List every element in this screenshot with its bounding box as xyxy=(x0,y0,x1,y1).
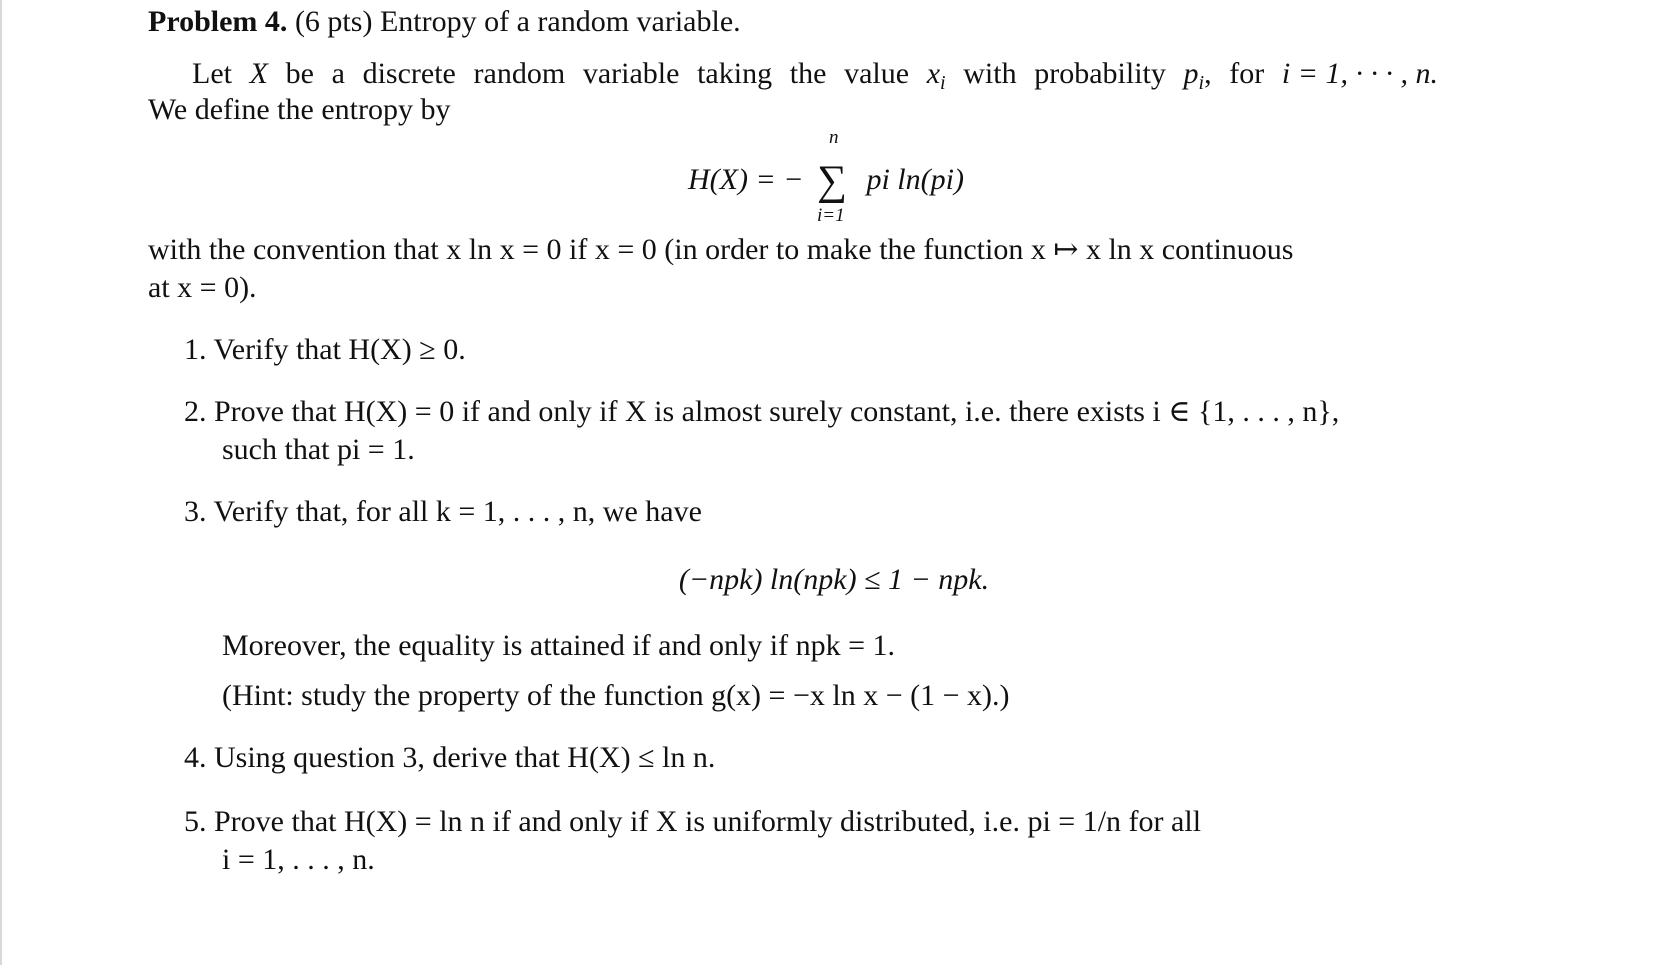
question-number: 1. xyxy=(184,333,207,366)
question-text: Verify that, for all k = 1, . . . , n, we have xyxy=(213,495,702,528)
question-3-hint: (Hint: study the property of the function g(x) = −x ln x − (1 − x).) xyxy=(222,679,1010,712)
entropy-rhs: pi ln(pi) xyxy=(866,163,964,196)
question-3 xyxy=(184,492,702,531)
convention-line-2: at x = 0). xyxy=(148,271,257,304)
intro-word: with xyxy=(963,57,1017,90)
question-text: Using question 3, derive that H(X) ≤ ln n. xyxy=(214,741,716,774)
problem-title: Entropy of a random variable. xyxy=(379,5,741,38)
intro-word: Let xyxy=(192,57,232,90)
question-text-line-1: Prove that H(X) = ln n if and only if X is uniformly distributed, i.e. pi = 1/n for all xyxy=(214,805,1202,838)
question-3-moreover: Moreover, the equality is attained if and only if npk = 1. xyxy=(222,629,896,662)
problem-heading xyxy=(148,2,741,41)
intro-var-x: X xyxy=(249,57,268,90)
intro-word: variable xyxy=(582,57,680,90)
inequality-display: (−npk) ln(npk) ≤ 1 − npk. xyxy=(678,563,990,596)
question-5-line-2: i = 1, . . . , n. xyxy=(222,843,375,876)
question-4 xyxy=(184,738,715,777)
summation xyxy=(811,126,859,226)
entropy-definition xyxy=(0,126,1668,236)
problem-points: (6 pts) xyxy=(294,5,373,38)
intro-word: probability xyxy=(1034,57,1166,90)
question-5 xyxy=(184,802,1201,841)
question-text: Verify that H(X) ≥ 0. xyxy=(213,333,466,366)
intro-word: discrete xyxy=(362,57,456,90)
intro-word: the xyxy=(789,57,827,90)
question-1 xyxy=(184,330,466,369)
intro-index-range: i = 1, · · · , n. xyxy=(1281,57,1438,90)
problem-label: Problem 4. xyxy=(148,5,288,38)
question-number: 2. xyxy=(184,395,207,428)
intro-word: random xyxy=(473,57,566,90)
question-text-line-1: Prove that H(X) = 0 if and only if X is almost surely constant, i.e. there exists i ∈ {1, . . . , n}, xyxy=(214,395,1340,428)
intro-var-xi: $x_i$ xyxy=(926,57,946,94)
intro-word: be xyxy=(285,57,314,90)
intro-word: for xyxy=(1229,57,1265,90)
intro-line-2: We define the entropy by xyxy=(148,93,451,126)
question-number: 5. xyxy=(184,805,207,838)
convention-line-1: with the convention that x ln x = 0 if x = 0 (in order to make the function x ↦ x ln x continuous xyxy=(148,233,1294,266)
question-2-line-2: such that pi = 1. xyxy=(222,433,415,466)
entropy-lhs: H(X) = − xyxy=(688,163,804,196)
question-2 xyxy=(184,392,1339,431)
sum-upper-limit: n xyxy=(828,127,839,148)
intro-word: a xyxy=(331,57,345,90)
question-number: 3. xyxy=(184,495,207,528)
intro-var-pi: $p_i$, xyxy=(1183,57,1212,94)
sum-lower-limit: i=1 xyxy=(816,205,845,226)
intro-word: value xyxy=(844,57,910,90)
intro-word: taking xyxy=(697,57,773,90)
question-number: 4. xyxy=(184,741,207,774)
sigma-symbol: ∑ xyxy=(816,158,847,204)
